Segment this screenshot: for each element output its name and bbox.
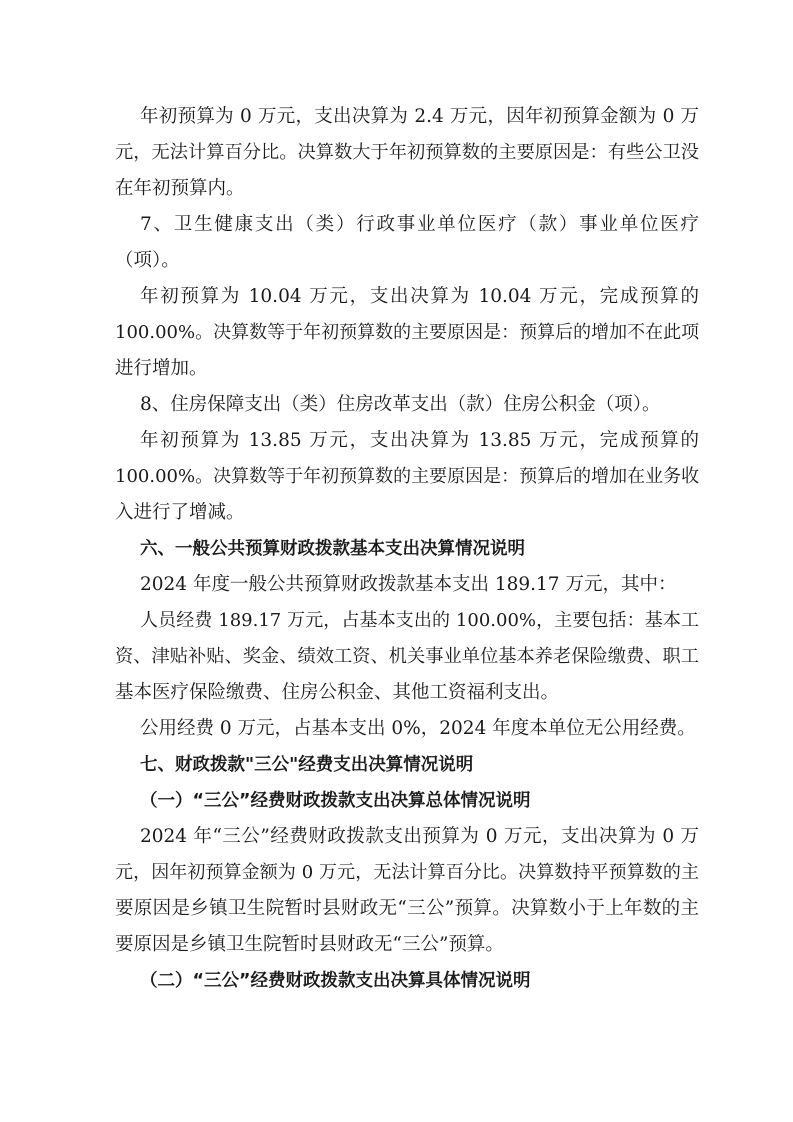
paragraph-line: 年初预算为 0 万元，支出决算为 2.4 万元，因年初预算金额为 0 万 [140,106,699,127]
section-7-heading: 七、财政拨款"三公"经费支出决算情况说明 [140,755,474,775]
paragraph-line: 2024 年度一般公共预算财政拨款基本支出 189.17 万元，其中： [140,574,677,595]
paragraph-line: 100.00%。决算数等于年初预算数的主要原因是：预算后的增加不在此项 [115,322,700,343]
subsection-2-heading: （二）“三公”经费财政拨款支出决算具体情况说明 [140,971,531,991]
paragraph-line: 要原因是乡镇卫生院暂时县财政无“三公”预算。 [115,934,504,955]
paragraph-line: 元，因年初预算金额为 0 万元，无法计算百分比。决算数持平预算数的主 [115,862,699,883]
subsection-1-heading: （一）“三公”经费财政拨款支出决算总体情况说明 [140,791,531,811]
paragraph-line: （项）。 [115,250,180,271]
paragraph-line: 入进行了增减。 [115,502,245,523]
paragraph-line: 年初预算为 13.85 万元，支出决算为 13.85 万元，完成预算的 [140,430,699,451]
paragraph-line: 资、津贴补贴、奖金、绩效工资、机关事业单位基本养老保险缴费、职工 [115,646,699,667]
paragraph-line: 元，无法计算百分比。决算数大于年初预算数的主要原因是：有些公卫没 [115,142,699,163]
paragraph-line: 进行增加。 [115,358,208,379]
paragraph-line: 基本医疗保险缴费、住房公积金、其他工资福利支出。 [115,682,560,703]
paragraph-line: 公用经费 0 万元，占基本支出 0%，2024 年度本单位无公用经费。 [140,718,696,739]
paragraph-line: 2024 年“三公”经费财政拨款支出预算为 0 万元，支出决算为 0 万 [140,826,699,847]
paragraph-line: 年初预算为 10.04 万元，支出决算为 10.04 万元，完成预算的 [140,286,699,307]
paragraph-line: 100.00%。决算数等于年初预算数的主要原因是：预算后的增加在业务收 [115,466,700,487]
item-8-heading: 8、住房保障支出（类）住房改革支出（款）住房公积金（项）。 [140,394,661,415]
paragraph-line: 在年初预算内。 [115,178,245,199]
item-7-heading: 7、卫生健康支出（类）行政事业单位医疗（款）事业单位医疗 [140,214,699,235]
paragraph-line: 要原因是乡镇卫生院暂时县财政无“三公”预算。决算数小于上年数的主 [115,898,699,919]
section-6-heading: 六、一般公共预算财政拨款基本支出决算情况说明 [140,539,525,559]
paragraph-line: 人员经费 189.17 万元，占基本支出的 100.00%，主要包括：基本工 [140,610,699,631]
